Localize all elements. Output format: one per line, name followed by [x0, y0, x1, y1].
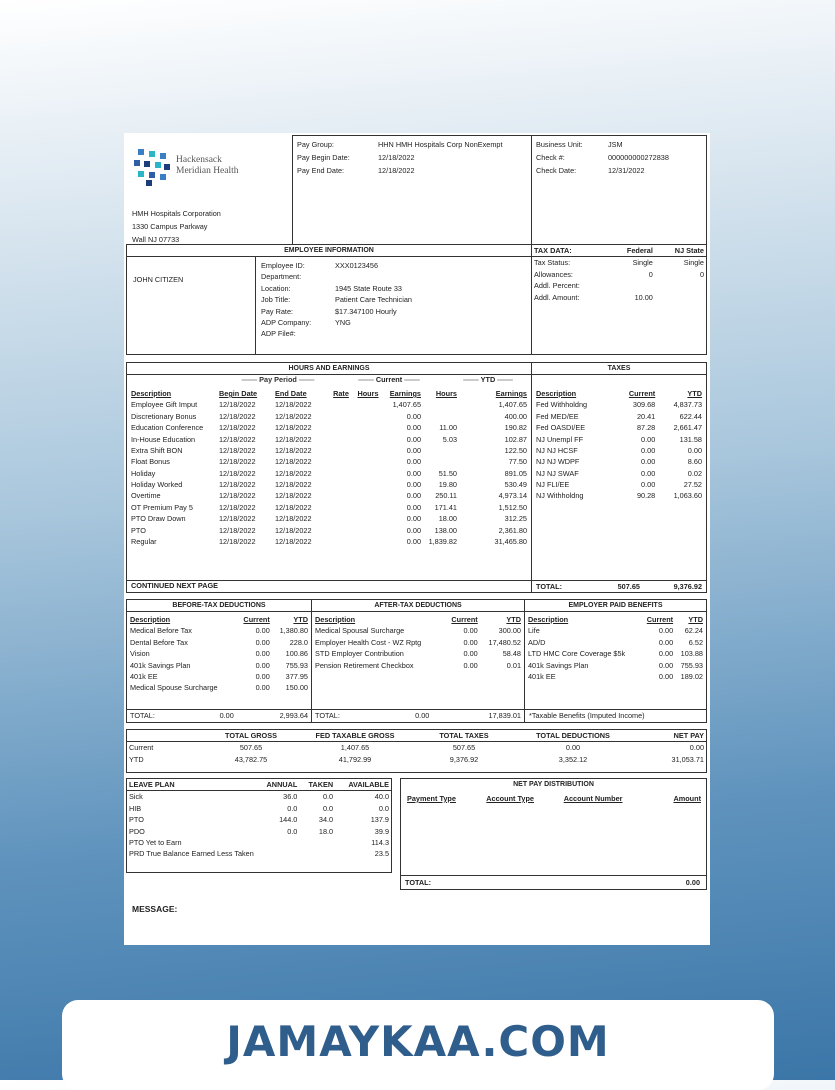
pay-period-group: Pay Period	[259, 375, 297, 384]
leave-row: PTO Yet to Earn 114.3	[129, 837, 389, 847]
employee-name: JOHN CITIZEN	[133, 275, 184, 284]
before-tax-row: Vision 0.00 100.86	[130, 649, 308, 659]
business-unit-label: Business Unit:	[536, 140, 583, 149]
check-date-value: 12/31/2022	[608, 166, 645, 175]
net-pay-total-label: TOTAL:	[405, 878, 432, 887]
check-box	[531, 135, 707, 245]
after-tax-box	[311, 599, 525, 723]
employer-benefits-box	[524, 599, 707, 723]
tax-row: NJ Withholdng 90.28 1,063.60	[536, 491, 702, 501]
leave-row: HIB 0.0 0.0 0.0	[129, 803, 389, 813]
leave-plan-box	[126, 778, 392, 873]
earnings-row: Overtime 12/18/2022 12/18/2022 0.00 250.11 4,973.14	[131, 491, 527, 501]
pay-group-value: HHN HMH Hospitals Corp NonExempt	[378, 140, 503, 149]
before-tax-header: BEFORE-TAX DEDUCTIONS	[127, 600, 311, 612]
earnings-row: Education Conference 12/18/2022 12/18/2022 0.00 11.00 190.82	[131, 423, 527, 433]
leave-plan-table: LEAVE PLAN ANNUAL TAKEN AVAILABLE Sick 36.0 0.0 40.0 HIB 0.0 0.0 0.0 PTO 144.0 34.0 137.9 PDO 0.0 18.0 39.9 PTO Yet to Earn 114.3 PRD True Balance Earned Less Taken 23.5	[129, 779, 389, 859]
before-tax-row: 401k EE 0.00 377.95	[130, 671, 308, 681]
tax-data-box	[531, 244, 707, 355]
earnings-row: Holiday 12/18/2022 12/18/2022 0.00 51.50 891.05	[131, 468, 527, 478]
employee-field-row: Employee ID: XXX0123456	[261, 260, 379, 270]
after-tax-row: Pension Retirement Checkbox 0.00 0.01	[315, 660, 521, 670]
net-pay-distribution-table: Payment Type Account Type Account Number Amount	[407, 793, 701, 803]
after-tax-table: Description Current YTD Medical Spousal Surcharge 0.00 300.00 Employer Health Cost - WZ Rptg 0.00 17,480.52 STD Employer Contribution 0.00 58.48 Pension Retirement Checkbox 0.00 0.01	[315, 614, 521, 670]
before-tax-row: 401k Savings Plan 0.00 755.93	[130, 660, 308, 670]
hours-earnings-box: HOURS AND EARNINGS ═══ Pay Period ═══ ═══ Current ═══ ═══ YTD ═══ Description Begin Date End Date Rate Hours Earnings Hours Earnings Employee Gift Imput 12/18/2022 12/18/2022 1,407.65 1,407.65 Discretionary Bonus 12/18/2022 12/18/2022 0.00 400.00 Education Conference 12/18/2022 12/18/2022 0.00 11.00 190.82 In-House Education 12/18/2022 12/18/2022 0.00 5.03 102.87 Extra Shift BON 12/18/2022 12/18/2022 0.00 122.50 Float Bonus 12/18/2022 12/18/2022 0.00 77.50 Holiday 12/18/2022 12/18/2022 0.00 51.50 891.05 Holiday Worked 12/18/2022 12/18/2022 0.00 19.80 530.49 Overtime 12/18/2022 12/18/2022 0.00 250.11 4,973.14 OT Premium Pay 5 12/18/2022 12/18/2022 0.00 171.41 1,512.50 PTO Draw Down 12/18/2022 12/18/2022 0.00 18.00 312.25 PTO 12/18/2022 12/18/2022 0.00 138.00 2,361.80 Regular 12/18/2022 12/18/2022 0.00 1,839.82 31,465.80 CONTINUED NEXT PAGE	[126, 362, 532, 593]
tax-row: Fed OASDI/EE 87.28 2,661.47	[536, 423, 702, 433]
employee-field-row: Location: 1945 State Route 33	[261, 283, 402, 293]
after-tax-row: Medical Spousal Surcharge 0.00 300.00	[315, 626, 521, 636]
leave-row: PRD True Balance Earned Less Taken 23.5	[129, 849, 389, 859]
leave-row: Sick 36.0 0.0 40.0	[129, 792, 389, 802]
pay-end-value: 12/18/2022	[378, 166, 415, 175]
net-pay-distribution-header: NET PAY DISTRIBUTION	[513, 781, 594, 788]
leave-row: PTO 144.0 34.0 137.9	[129, 815, 389, 825]
pay-group-label: Pay Group:	[297, 140, 334, 149]
check-date-label: Check Date:	[536, 166, 577, 175]
company-box	[126, 135, 292, 245]
hours-earnings-table: Description Begin Date End Date Rate Hours Earnings Hours Earnings Employee Gift Imput 12/18/2022 12/18/2022 1,407.65 1,407.65 Discretionary Bonus 12/18/2022 12/18/2022 0.00 400.00 Education Conference 12/18/2022 12/18/2022 0.00 11.00 190.82 In-House Education 12/18/2022 12/18/2022 0.00 5.03 102.87 Extra Shift BON 12/18/2022 12/18/2022 0.00 122.50 Float Bonus 12/18/2022 12/18/2022 0.00 77.50 Holiday 12/18/2022 12/18/2022 0.00 51.50 891.05 Holiday Worked 12/18/2022 12/18/2022 0.00 19.80 530.49 Overtime 12/18/2022 12/18/2022 0.00 250.11 4,973.14 OT Premium Pay 5 12/18/2022 12/18/2022 0.00 171.41 1,512.50 PTO Draw Down 12/18/2022 12/18/2022 0.00 18.00 312.25 PTO 12/18/2022 12/18/2022 0.00 138.00 2,361.80 Regular 12/18/2022 12/18/2022 0.00 1,839.82 31,465.80	[131, 388, 527, 547]
watermark-text: JAMAYKAA.COM	[226, 1017, 610, 1066]
pay-group-box	[292, 135, 532, 245]
earnings-row: Float Bonus 12/18/2022 12/18/2022 0.00 77.50	[131, 457, 527, 467]
hours-earnings-header: HOURS AND EARNINGS	[127, 363, 531, 375]
net-pay-distribution-box	[400, 778, 707, 890]
tax-data-col-nj: NJ State	[674, 245, 704, 255]
tax-data-row: Addl. Amount: 10.00	[534, 292, 653, 302]
watermark-banner	[62, 1000, 774, 1090]
employee-info-box	[126, 244, 532, 355]
pay-stub	[124, 133, 710, 945]
earnings-row: Regular 12/18/2022 12/18/2022 0.00 1,839.82 31,465.80	[131, 537, 527, 547]
tax-row: Fed MED/EE 20.41 622.44	[536, 411, 702, 421]
current-group: Current	[375, 375, 403, 384]
employee-field-row: ADP Company: YNG	[261, 317, 351, 327]
employee-field-row: Job Title: Patient Care Technician	[261, 295, 412, 305]
benefit-row: 401k Savings Plan 0.00 755.93	[528, 660, 703, 670]
logo-name: Hackensack Meridian Health	[176, 155, 239, 176]
tax-data-row: Allowances: 0 0	[534, 269, 704, 279]
employee-field-row: Pay Rate: $17.347100 Hourly	[261, 306, 397, 316]
benefit-row: Life 0.00 62.24	[528, 626, 703, 636]
summary-box	[126, 729, 707, 773]
summary-table: TOTAL GROSS FED TAXABLE GROSS TOTAL TAXES TOTAL DEDUCTIONS NET PAY Current 507.65 1,407.65 507.65 0.00 0.00 YTD 43,782.75 41,792.99 9,376.92 3,352.12 31,053.71	[129, 730, 704, 764]
employee-field-row: Department:	[261, 272, 302, 282]
earnings-row: Holiday Worked 12/18/2022 12/18/2022 0.00 19.80 530.49	[131, 480, 527, 490]
tax-row: NJ NJ SWAF 0.00 0.02	[536, 468, 702, 478]
tax-data-row: Addl. Percent:	[534, 281, 580, 291]
earnings-row: Extra Shift BON 12/18/2022 12/18/2022 0.00 122.50	[131, 445, 527, 455]
check-number-value: 000000000272838	[608, 153, 669, 162]
tax-data-header: TAX DATA:	[534, 245, 572, 255]
pay-end-label: Pay End Date:	[297, 166, 345, 175]
pay-begin-value: 12/18/2022	[378, 153, 415, 162]
pay-begin-label: Pay Begin Date:	[297, 153, 350, 162]
message-label: MESSAGE:	[132, 904, 178, 914]
tax-row: NJ NJ WDPF 0.00 8.60	[536, 457, 702, 467]
taxable-benefits-note: *Taxable Benefits (Imputed Income)	[529, 711, 645, 720]
benefit-row: 401k EE 0.00 189.02	[528, 671, 703, 681]
tax-data-col-fed: Federal	[626, 245, 653, 255]
employee-fields	[261, 260, 414, 340]
employee-info-header: EMPLOYEE INFORMATION	[127, 245, 531, 257]
continued-note: CONTINUED NEXT PAGE	[131, 581, 219, 590]
earnings-row: Discretionary Bonus 12/18/2022 12/18/2022 0.00 400.00	[131, 411, 527, 421]
company-address-1: 1330 Campus Parkway	[132, 222, 208, 231]
before-tax-table: Description Current YTD Medical Before Tax 0.00 1,380.80 Dental Before Tax 0.00 228.0 Vision 0.00 100.86 401k Savings Plan 0.00 755.93 401k EE 0.00 377.95 Medical Spouse Surcharge 0.00 150.00	[130, 614, 308, 693]
tax-row: NJ FLI/EE 0.00 27.52	[536, 480, 702, 490]
after-tax-row: Employer Health Cost - WZ Rptg 0.00 17,480.52	[315, 637, 521, 647]
taxes-table: Description Current YTD Fed Withholdng 309.68 4,837.73 Fed MED/EE 20.41 622.44 Fed OASDI/EE 87.28 2,661.47 NJ Unempl FF 0.00 131.58 NJ NJ HCSF 0.00 0.00 NJ NJ WDPF 0.00 8.60 NJ NJ SWAF 0.00 0.02 NJ FLI/EE 0.00 27.52 NJ Withholdng 90.28 1,063.60	[536, 388, 702, 501]
before-tax-row: Dental Before Tax 0.00 228.0	[130, 637, 308, 647]
earnings-row: Employee Gift Imput 12/18/2022 12/18/2022 1,407.65 1,407.65	[131, 400, 527, 410]
company-name: HMH Hospitals Corporation	[132, 209, 221, 218]
company-logo	[132, 147, 172, 187]
before-tax-box	[126, 599, 312, 723]
check-number-label: Check #:	[536, 153, 565, 162]
tax-row: NJ Unempl FF 0.00 131.58	[536, 434, 702, 444]
before-tax-total: TOTAL: 0.00 2,993.64	[130, 710, 308, 720]
before-tax-row: Medical Before Tax 0.00 1,380.80	[130, 626, 308, 636]
company-address-2: Wall NJ 07733	[132, 235, 180, 244]
tax-data-row: Tax Status: Single Single	[534, 258, 704, 268]
after-tax-total: TOTAL: 0.00 17,839.01	[315, 710, 521, 720]
summary-row: YTD 43,782.75 41,792.99 9,376.92 3,352.12 31,053.71	[129, 754, 704, 764]
after-tax-row: STD Employer Contribution 0.00 58.48	[315, 649, 521, 659]
benefit-row: LTD HMC Core Coverage $5k 0.00 103.88	[528, 649, 703, 659]
tax-row: Fed Withholdng 309.68 4,837.73	[536, 400, 702, 410]
earnings-row: OT Premium Pay 5 12/18/2022 12/18/2022 0.00 171.41 1,512.50	[131, 502, 527, 512]
tax-row: NJ NJ HCSF 0.00 0.00	[536, 445, 702, 455]
employee-field-row: ADP File#:	[261, 329, 296, 339]
after-tax-header: AFTER-TAX DEDUCTIONS	[312, 600, 524, 612]
earnings-row: PTO Draw Down 12/18/2022 12/18/2022 0.00 18.00 312.25	[131, 514, 527, 524]
business-unit-value: JSM	[608, 140, 623, 149]
summary-row: Current 507.65 1,407.65 507.65 0.00 0.00	[129, 743, 704, 753]
ytd-group: YTD	[480, 375, 496, 384]
net-pay-total-value: 0.00	[685, 878, 700, 887]
employer-benefits-header: EMPLOYER PAID BENEFITS	[525, 600, 706, 612]
taxes-header: TAXES	[532, 363, 706, 375]
earnings-row: In-House Education 12/18/2022 12/18/2022 0.00 5.03 102.87	[131, 434, 527, 444]
taxes-total: TOTAL: 507.65 9,376.92	[536, 581, 702, 591]
employer-benefits-table: Description Current YTD Life 0.00 62.24 AD/D 0.00 6.52 LTD HMC Core Coverage $5k 0.00 103.88 401k Savings Plan 0.00 755.93 401k EE 0.00 189.02	[528, 614, 703, 681]
before-tax-row: Medical Spouse Surcharge 0.00 150.00	[130, 683, 308, 693]
leave-row: PDO 0.0 18.0 39.9	[129, 826, 389, 836]
earnings-row: PTO 12/18/2022 12/18/2022 0.00 138.00 2,361.80	[131, 525, 527, 535]
benefit-row: AD/D 0.00 6.52	[528, 637, 703, 647]
taxes-box	[531, 362, 707, 593]
